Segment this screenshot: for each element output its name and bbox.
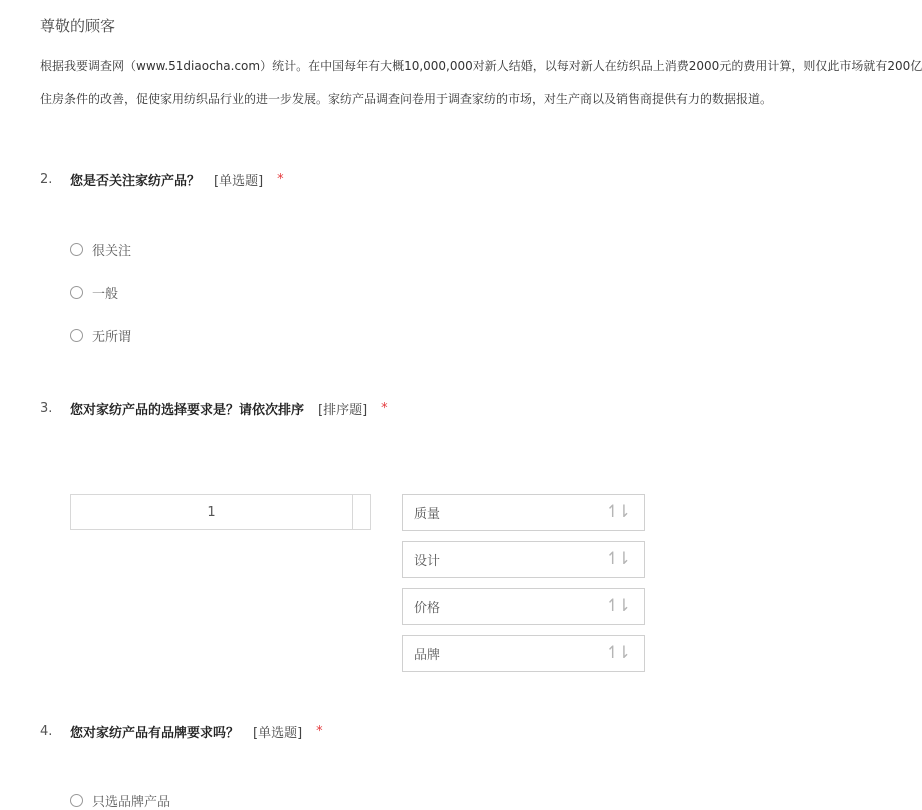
q2-option-indifferent[interactable] [70, 326, 131, 345]
question-3-title [40, 399, 388, 418]
greeting-heading: 尊敬的顾客 [40, 17, 116, 35]
rank-item-label: 品牌 [414, 648, 441, 663]
radio-button[interactable] [70, 243, 83, 256]
intro-text-line-2: 住房条件的改善，促使家用纺织品行业的进一步发展。家纺产品调查问卷用于调查家纺的市场，对生产商以及销售商提供有力的数据报道。 [40, 92, 773, 106]
rank-item-design[interactable] [402, 541, 645, 578]
question-number: 4. [40, 724, 53, 739]
question-number: 3. [40, 401, 53, 416]
rank-item-label: 设计 [414, 554, 441, 569]
required-mark: * [316, 724, 323, 739]
question-2-title [40, 170, 284, 189]
q2-option-average[interactable] [70, 283, 118, 302]
q4-option-brand-only[interactable] [70, 791, 170, 810]
sort-arrows-icon[interactable]: ↿⇂ [605, 549, 628, 569]
intro-text-line-1: 根据我要调查网（www.51diaocha.com）统计。在中国每年有大概10,000,000对新人结婚，以每对新人在纺织品上消费2000元的费用计算，则仅此市场就有200亿 [40, 59, 922, 73]
radio-button[interactable] [70, 794, 83, 807]
question-text: 您对家纺产品有品牌要求吗？ [70, 726, 240, 741]
option-label: 无所谓 [92, 330, 132, 345]
rank-item-brand[interactable] [402, 635, 645, 672]
sort-arrows-icon[interactable]: ↿⇂ [605, 596, 628, 616]
required-mark: * [381, 401, 388, 416]
question-text: 您对家纺产品的选择要求是？请依次排序 [70, 403, 305, 418]
question-number: 2. [40, 172, 53, 187]
option-label: 很关注 [92, 244, 132, 259]
question-text: 您是否关注家纺产品？ [70, 174, 201, 189]
rank-item-price[interactable] [402, 588, 645, 625]
rank-drop-slot[interactable] [70, 494, 371, 530]
sort-arrows-icon[interactable]: ↿⇂ [605, 643, 628, 663]
rank-slot-number: 1 [71, 495, 353, 529]
q2-option-very-concerned[interactable] [70, 240, 131, 259]
rank-item-label: 质量 [414, 507, 441, 522]
radio-button[interactable] [70, 286, 83, 299]
rank-item-label: 价格 [414, 601, 441, 616]
question-type-label: [排序题] [318, 403, 368, 418]
rank-slot-handle [353, 495, 370, 529]
option-label: 一般 [92, 287, 119, 302]
radio-button[interactable] [70, 329, 83, 342]
question-type-label: [单选题] [253, 726, 303, 741]
rank-item-quality[interactable] [402, 494, 645, 531]
option-label: 只选品牌产品 [92, 795, 171, 810]
required-mark: * [277, 172, 284, 187]
sort-arrows-icon[interactable]: ↿⇂ [605, 502, 628, 522]
question-type-label: [单选题] [214, 174, 264, 189]
question-4-title [40, 722, 323, 741]
